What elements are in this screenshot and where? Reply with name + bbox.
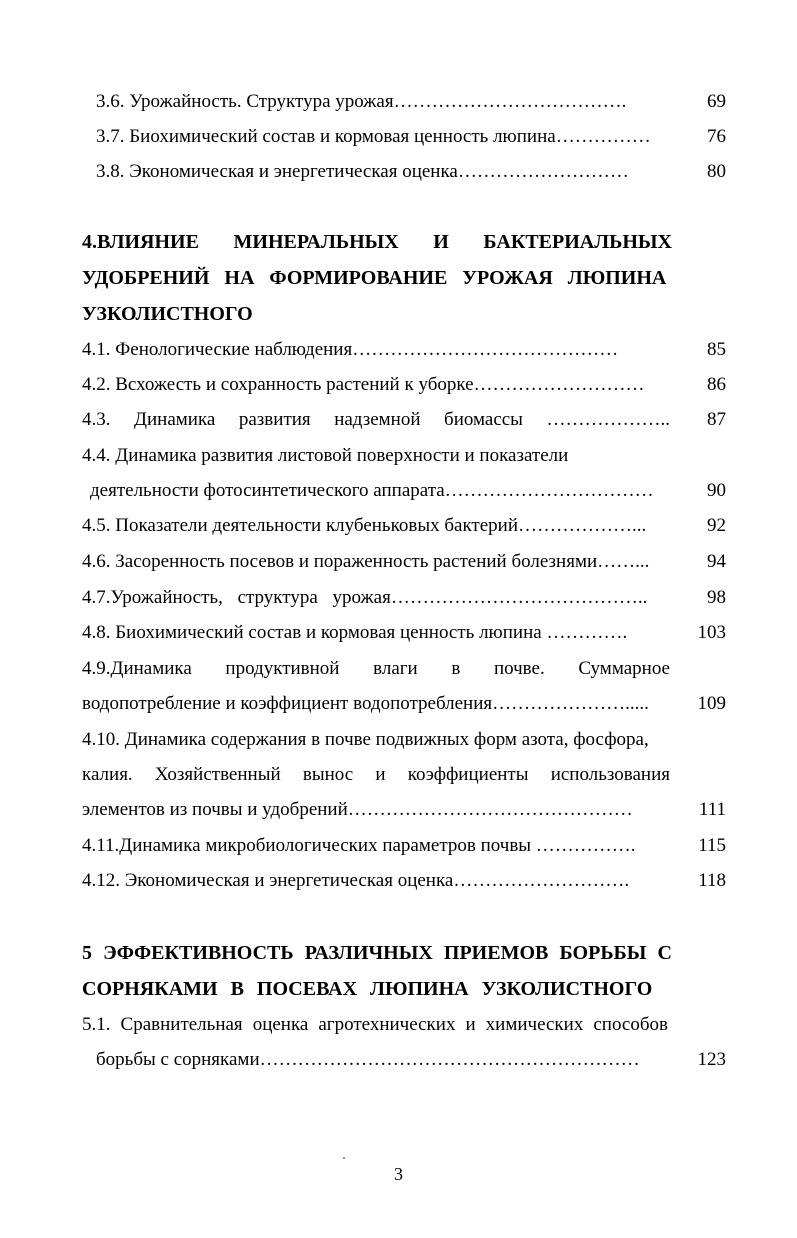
- toc-entry-text: деятельности фотосинтетического аппарата……………………………: [90, 480, 654, 501]
- toc-page-number: 92: [707, 515, 726, 536]
- toc-entry-text: 3.8. Экономическая и энергетическая оценка………………………: [96, 161, 629, 182]
- toc-page-number: 87: [707, 409, 726, 430]
- toc-page-number: 123: [697, 1049, 726, 1070]
- toc-page-number: 94: [707, 551, 726, 572]
- toc-entry-text: 4.4. Динамика развития листовой поверхности и показатели: [82, 445, 569, 466]
- toc-entry-text: 4.5. Показатели деятельности клубеньковых бактерий………………...: [82, 515, 647, 536]
- toc-entry-text: 3.7. Биохимический состав и кормовая ценность люпина……………: [96, 126, 651, 147]
- toc-entry-text: водопотребление и коэффициент водопотребления………………….....: [82, 693, 649, 714]
- page-number: 3: [394, 1164, 403, 1184]
- chapter-heading-line: 5 ЭФФЕКТИВНОСТЬ РАЗЛИЧНЫХ ПРИЕМОВ БОРЬБЫ С: [82, 942, 672, 964]
- toc-entry-text: 4.12. Экономическая и энергетическая оценка……………………….: [82, 870, 630, 891]
- chapter-heading-line: СОРНЯКАМИ В ПОСЕВАХ ЛЮПИНА УЗКОЛИСТНОГО: [82, 978, 653, 1000]
- toc-entry-text: 4.10. Динамика содержания в почве подвижных форм азота, фосфора,: [82, 729, 649, 750]
- toc-entry-text: 5.1. Сравнительная оценка агротехнических и химических способов: [82, 1014, 668, 1035]
- toc-entry-text: 4.6. Засоренность посевов и пораженность растений болезнями……...: [82, 551, 650, 572]
- toc-page-number: 85: [707, 339, 726, 360]
- toc-page-number: 118: [698, 870, 726, 891]
- toc-entry-text: 4.1. Фенологические наблюдения……………………………………: [82, 339, 619, 360]
- toc-page-number: 115: [698, 835, 726, 856]
- chapter-heading-line: УЗКОЛИСТНОГО: [82, 303, 253, 325]
- toc-entry-text: элементов из почвы и удобрений………………………………………: [82, 799, 633, 820]
- toc-page-number: 111: [698, 799, 726, 820]
- toc-entry-text: 4.2. Всхожесть и сохранность растений к уборке………………………: [82, 374, 645, 395]
- toc-page-number: 86: [707, 374, 726, 395]
- toc-page-number: 80: [707, 161, 726, 182]
- toc-page-number: 69: [707, 91, 726, 112]
- toc-entry-text: 4.7.Урожайность, структура урожая…………………………………..: [82, 587, 648, 608]
- toc-entry-text: 4.8. Биохимический состав и кормовая ценность люпина ………….: [82, 622, 628, 643]
- scan-speck: [343, 1157, 345, 1159]
- chapter-heading-line: УДОБРЕНИЙ НА ФОРМИРОВАНИЕ УРОЖАЯ ЛЮПИНА: [82, 267, 667, 289]
- toc-page-number: 90: [707, 480, 726, 501]
- toc-page-number: 76: [707, 126, 726, 147]
- toc-entry-text: 4.9.Динамика продуктивной влаги в почве. Суммарное: [82, 658, 670, 679]
- toc-page-number: 98: [707, 587, 726, 608]
- chapter-heading-line: 4.ВЛИЯНИЕ МИНЕРАЛЬНЫХ И БАКТЕРИАЛЬНЫХ: [82, 231, 672, 253]
- toc-entry-text: 4.11.Динамика микробиологических параметров почвы …………….: [82, 835, 636, 856]
- toc-entry-text: калия. Хозяйственный вынос и коэффициенты использования: [82, 764, 670, 785]
- toc-entry-text: 4.3. Динамика развития надземной биомассы ………………..: [82, 409, 670, 430]
- toc-entry-text: 3.6. Урожайность. Структура урожая……………………………….: [96, 91, 627, 112]
- toc-entry-text: борьбы с сорняками……………………………………………………: [96, 1049, 640, 1070]
- toc-page-number: 109: [697, 693, 726, 714]
- toc-page-number: 103: [697, 622, 726, 643]
